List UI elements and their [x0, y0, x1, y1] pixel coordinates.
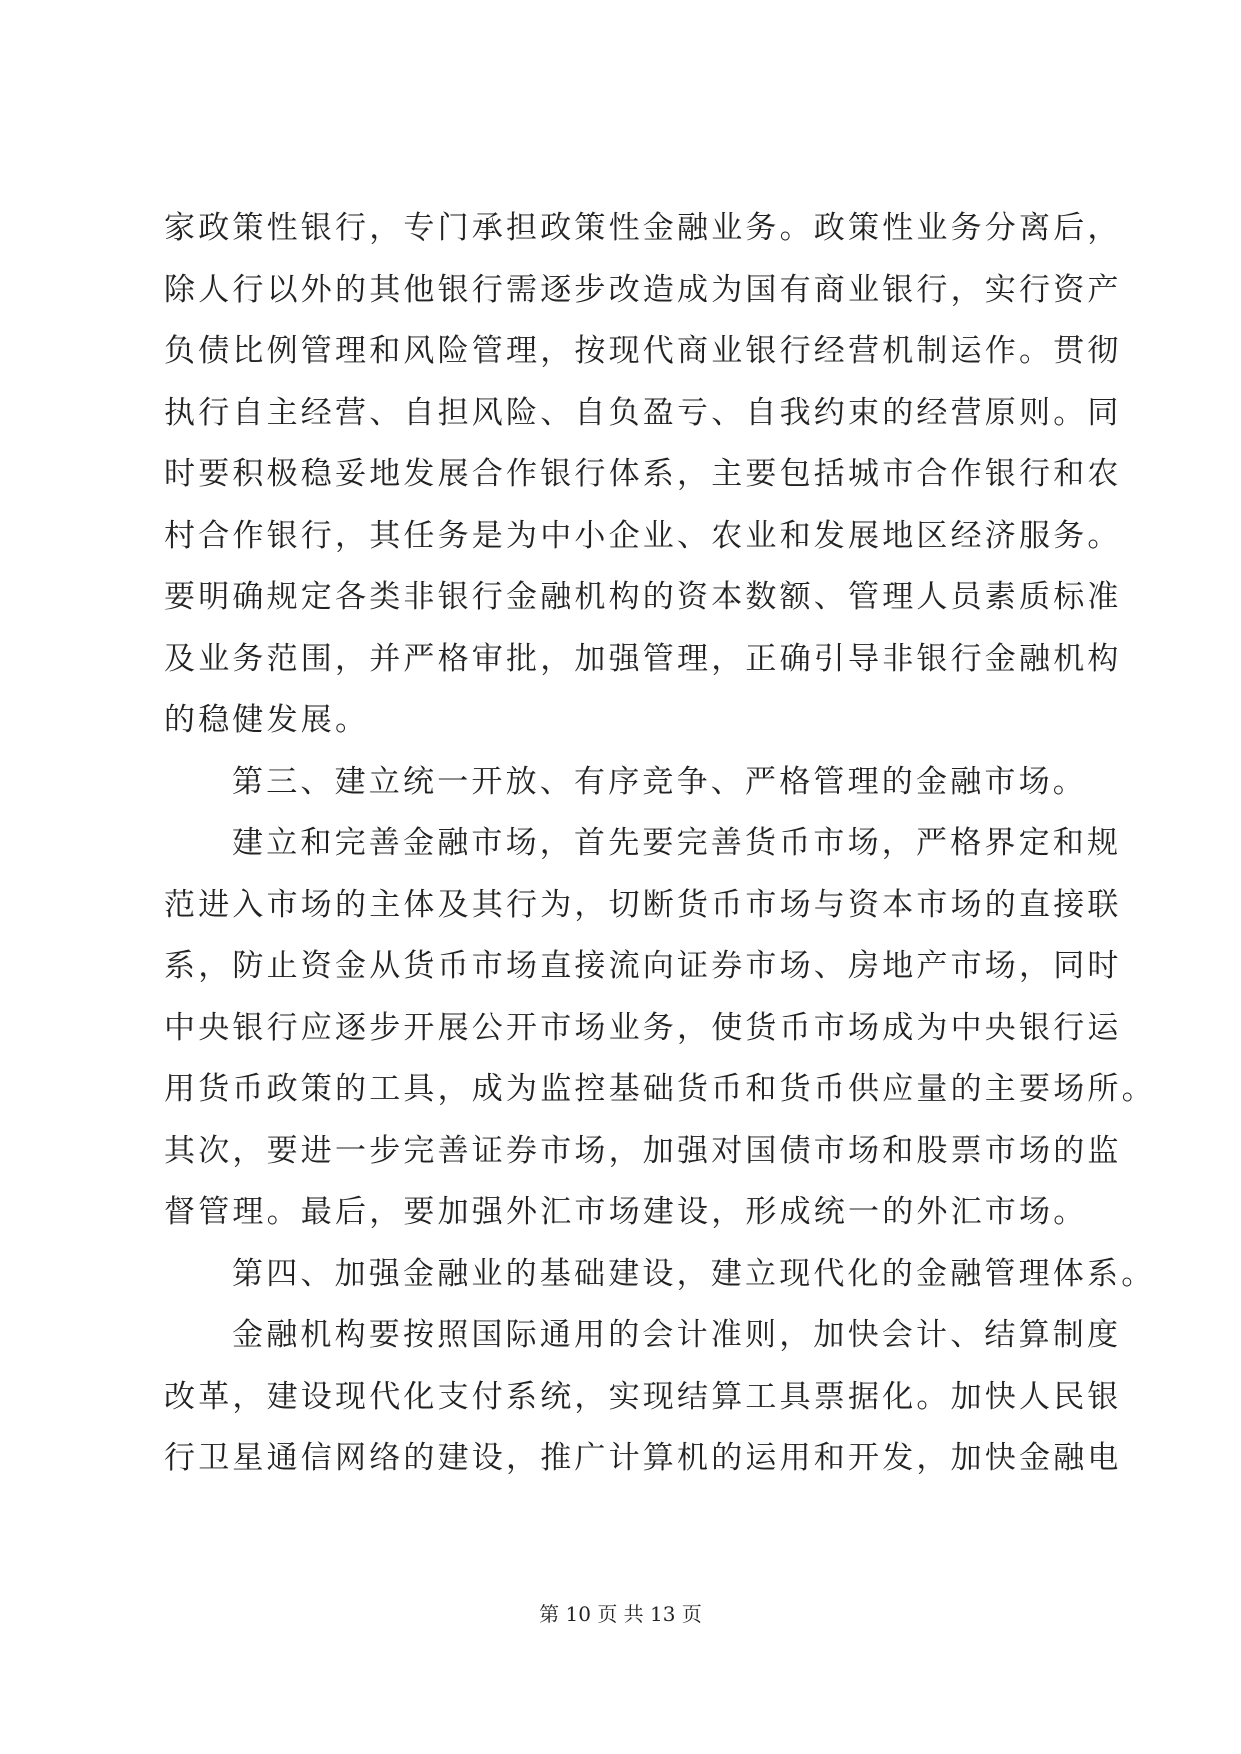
- text-line: 金融机构要按照国际通用的会计准则，加快会计、结算制度: [232, 1317, 1122, 1353]
- section-heading: 第三、建立统一开放、有序竞争、严格管理的金融市场。: [232, 763, 1087, 800]
- text-line: 时要积极稳妥地发展合作银行体系，主要包括城市合作银行和农: [164, 456, 1122, 492]
- text-line: 建立和完善金融市场，首先要完善货币市场，严格界定和规: [232, 825, 1122, 861]
- text-line: 系，防止资金从货币市场直接流向证券市场、房地产市场，同时: [164, 948, 1122, 984]
- text-line: 其次，要进一步完善证券市场，加强对国债市场和股票市场的监: [164, 1132, 1122, 1169]
- text-line: 要明确规定各类非银行金融机构的资本数额、管理人员素质标准: [164, 579, 1122, 615]
- text-line: 范进入市场的主体及其行为，切断货币市场与资本市场的直接联: [164, 886, 1122, 923]
- text-line: 执行自主经营、自担风险、自负盈亏、自我约束的经营原则。同: [164, 394, 1122, 431]
- text-line: 村合作银行，其任务是为中小企业、农业和发展地区经济服务。: [164, 517, 1122, 554]
- text-line: 负债比例管理和风险管理，按现代商业银行经营机制运作。贯彻: [164, 333, 1122, 369]
- text-line: 及业务范围，并严格审批，加强管理，正确引导非银行金融机构: [164, 640, 1122, 677]
- text-line: 督管理。最后，要加强外汇市场建设，形成统一的外汇市场。: [164, 1194, 1088, 1230]
- section-heading: 第四、加强金融业的基础建设，建立现代化的金融管理体系。: [232, 1255, 1156, 1292]
- page-number-footer: 第 10 页 共 13 页: [539, 1602, 702, 1626]
- text-line: 家政策性银行，专门承担政策性金融业务。政策性业务分离后，: [164, 210, 1122, 246]
- text-line: 中央银行应逐步开展公开市场业务，使货币市场成为中央银行运: [164, 1009, 1122, 1046]
- text-line: 的稳健发展。: [164, 702, 370, 738]
- text-line: 除人行以外的其他银行需逐步改造成为国有商业银行，实行资产: [164, 271, 1122, 308]
- body-text: [164, 198, 1156, 1490]
- text-line: 改革，建设现代化支付系统，实现结算工具票据化。加快人民银: [164, 1378, 1122, 1415]
- text-line: 用货币政策的工具，成为监控基础货币和货币供应量的主要场所。: [164, 1071, 1156, 1107]
- text-line: 行卫星通信网络的建设，推广计算机的运用和开发，加快金融电: [164, 1440, 1122, 1476]
